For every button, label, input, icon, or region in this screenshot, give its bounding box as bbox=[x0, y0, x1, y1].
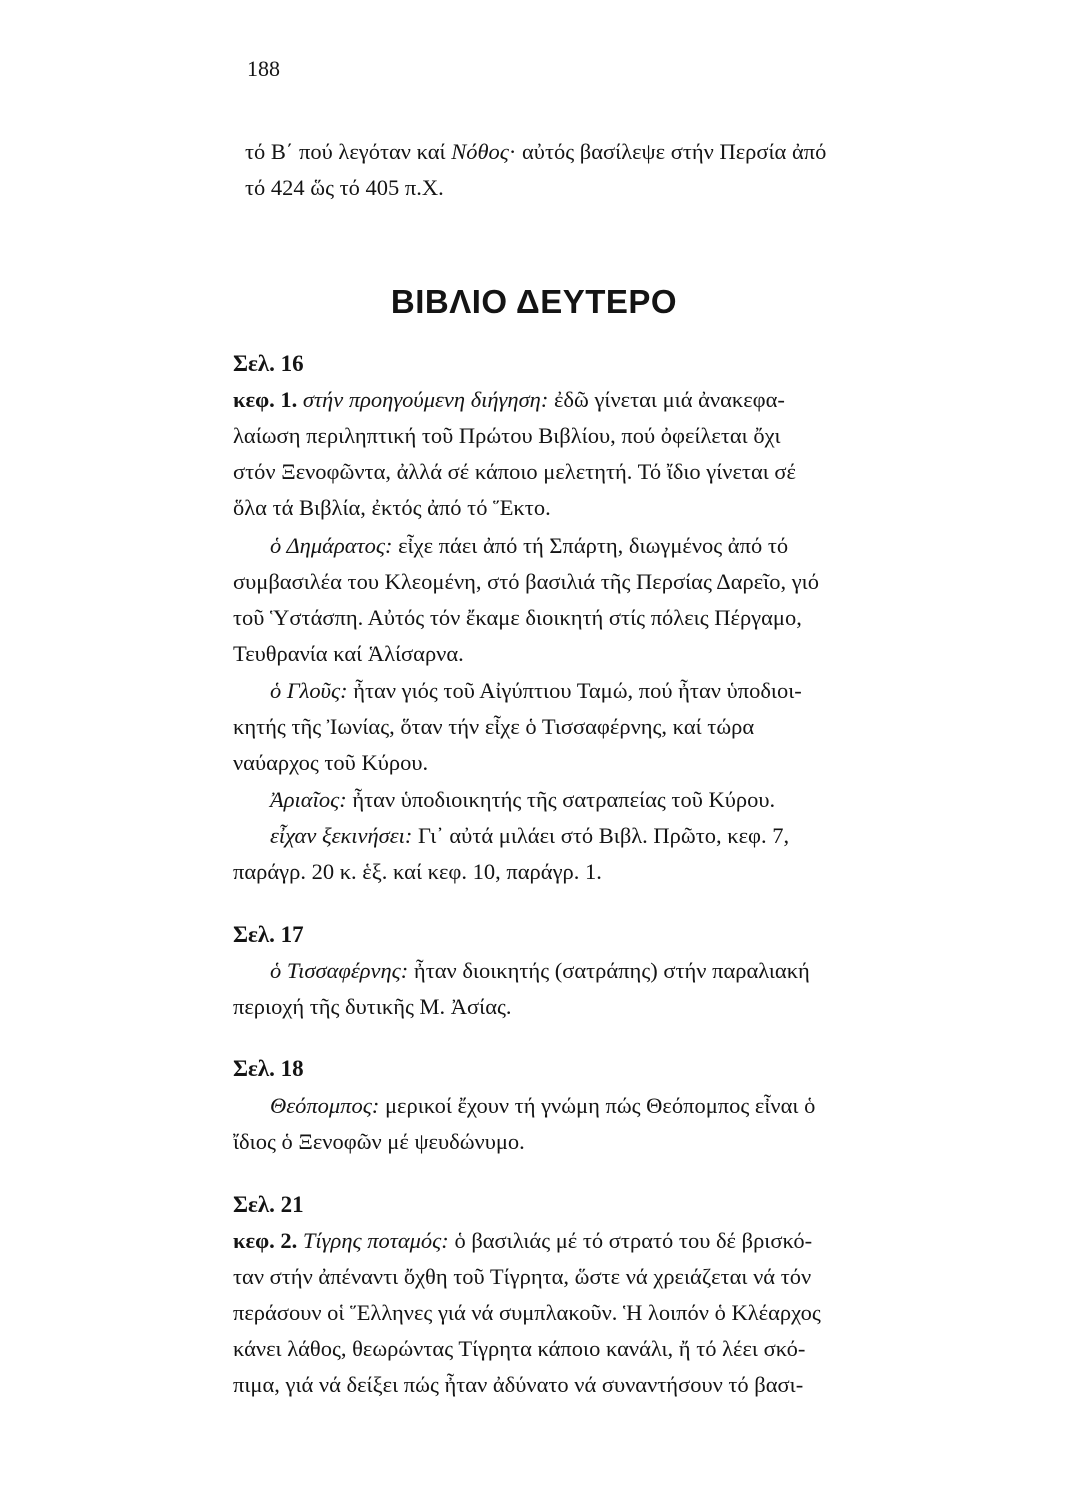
chapter-label: κεφ. 1. bbox=[233, 387, 298, 412]
intro-name: Νόθος bbox=[451, 139, 509, 164]
s18-line-2: ἴδιος ὁ Ξενοφῶν μέ ψευδώνυμο. bbox=[233, 1129, 525, 1154]
page-number: 188 bbox=[247, 56, 280, 81]
s16-line-3: στόν Ξενοφῶντα, ἀλλά σέ κάποιο μελετητή. Τό ἴδιο γίνεται σέ bbox=[233, 459, 796, 484]
s18-line-1 bbox=[270, 1095, 815, 1118]
glossary-text: ἐδῶ γίνεται μιά ἀνακεφα- bbox=[553, 387, 785, 412]
s16-p2-line-1 bbox=[270, 535, 788, 558]
glossary-text: εἶχε πάει ἀπό τή Σπάρτη, διωγμένος ἀπό τό bbox=[398, 533, 789, 558]
glossary-term: ὁ Τισσαφέρνης: bbox=[270, 958, 409, 983]
s21-line-4: κάνει λάθος, θεωρώντας Τίγρητα κάποιο κανάλι, ἤ τό λέει σκό- bbox=[233, 1336, 806, 1361]
intro-line-1 bbox=[245, 141, 826, 164]
section-heading-21: Σελ. 21 bbox=[233, 1192, 304, 1217]
glossary-text: Γι᾽ αὐτά μιλάει στό Βιβλ. Πρῶτο, κεφ. 7, bbox=[418, 823, 790, 848]
s16-p4-line-1 bbox=[270, 789, 775, 812]
s16-p2-line-4: Τευθρανία καί Ἁλίσαρνα. bbox=[233, 641, 464, 666]
s21-line-2: ταν στήν ἀπέναντι ὄχθη τοῦ Τίγρητα, ὥστε νά χρειάζεται νά τόν bbox=[233, 1264, 812, 1289]
s17-line-1 bbox=[270, 960, 810, 983]
s16-p5-line-2: παράγρ. 20 κ. ἑξ. καί κεφ. 10, παράγρ. 1. bbox=[233, 859, 602, 884]
glossary-term: ὁ Δημάρατος: bbox=[270, 533, 393, 558]
section-heading-18: Σελ. 18 bbox=[233, 1056, 304, 1081]
s16-p3-line-1 bbox=[270, 680, 802, 703]
section-heading-16: Σελ. 16 bbox=[233, 351, 304, 376]
glossary-term: Ἀριαῖος: bbox=[270, 787, 347, 812]
s16-p2-line-3: τοῦ Ὑστάσπη. Αὐτός τόν ἔκαμε διοικητή στίς πόλεις Πέργαμο, bbox=[233, 605, 802, 630]
s21-line-1 bbox=[233, 1230, 812, 1253]
s21-line-3: περάσουν οἱ Ἕλληνες γιά νά συμπλακοῦν. Ἡ λοιπόν ὁ Κλέαρχος bbox=[233, 1300, 821, 1325]
glossary-text: ἦταν ὑποδιοικητής τῆς σατραπείας τοῦ Κύρου. bbox=[352, 787, 776, 812]
glossary-term: εἶχαν ξεκινήσει: bbox=[270, 823, 413, 848]
glossary-term: στήν προηγούμενη διήγηση: bbox=[302, 387, 549, 412]
glossary-text: ἦταν γιός τοῦ Αἰγύπτιου Ταμώ, πού ἦταν ὑποδιοι- bbox=[353, 678, 802, 703]
chapter-label: κεφ. 2. bbox=[233, 1228, 298, 1253]
glossary-term: Τίγρης ποταμός: bbox=[302, 1228, 449, 1253]
s16-line-1 bbox=[233, 389, 785, 412]
s16-line-4: ὅλα τά Βιβλία, ἐκτός ἀπό τό Ἕκτο. bbox=[233, 495, 551, 520]
intro-text: · αὐτός βασίλεψε στήν Περσία ἀπό bbox=[508, 139, 827, 164]
glossary-text: μερικοί ἔχουν τή γνώμη πώς Θεόπομπος εἶναι ὁ bbox=[384, 1093, 816, 1118]
s16-line-2: λαίωση περιληπτική τοῦ Πρώτου Βιβλίου, πού ὀφείλεται ὄχι bbox=[233, 423, 781, 448]
intro-text: τό Β΄ πού λεγόταν καί bbox=[245, 139, 452, 164]
s17-line-2: περιοχή τῆς δυτικῆς Μ. Ἀσίας. bbox=[233, 994, 512, 1019]
glossary-term: Θεόπομπος: bbox=[270, 1093, 380, 1118]
s16-p3-line-2: κητής τῆς Ἰωνίας, ὅταν τήν εἶχε ὁ Τισσαφέρνης, καί τώρα bbox=[233, 714, 755, 739]
book-title: ΒΙΒΛΙΟ ΔΕΥΤΕΡΟ bbox=[390, 283, 678, 320]
intro-line-2: τό 424 ὥς τό 405 π.Χ. bbox=[245, 175, 444, 200]
s16-p2-line-2: συμβασιλέα του Κλεομένη, στό βασιλιά τῆς Περσίας Δαρεῖο, γιό bbox=[233, 569, 819, 594]
glossary-term: ὁ Γλοῦς: bbox=[270, 678, 348, 703]
s21-line-5: πιμα, γιά νά δείξει πώς ἦταν ἀδύνατο νά συναντήσουν τό βασι- bbox=[233, 1372, 804, 1397]
section-heading-17: Σελ. 17 bbox=[233, 922, 304, 947]
glossary-text: ἦταν διοικητής (σατράπης) στήν παραλιακή bbox=[413, 958, 810, 983]
s16-p3-line-3: ναύαρχος τοῦ Κύρου. bbox=[233, 750, 429, 775]
s16-p5-line-1 bbox=[270, 825, 789, 848]
glossary-text: ὁ βασιλιάς μέ τό στρατό του δέ βρισκό- bbox=[454, 1228, 813, 1253]
